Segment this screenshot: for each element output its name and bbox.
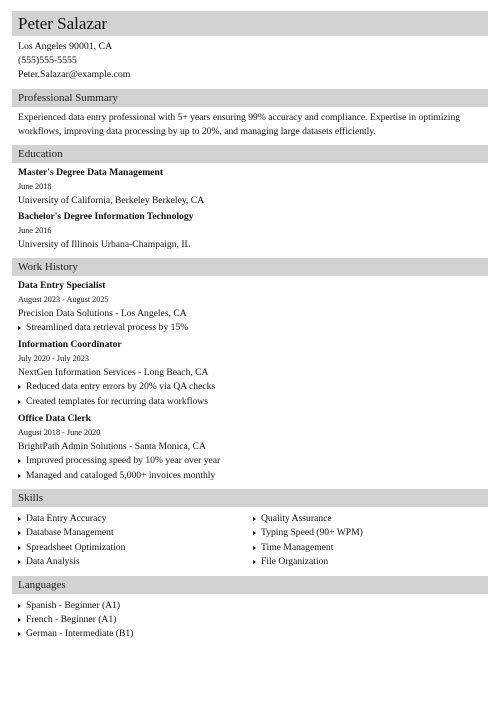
job-company: Precision Data Solutions - Los Angeles, CA	[18, 308, 187, 319]
education-section-header	[12, 145, 488, 163]
bullet-icon	[18, 531, 21, 535]
bullet-icon	[18, 474, 21, 478]
section-title: Work History	[18, 261, 78, 273]
skills-section-header	[12, 489, 488, 507]
job-entry	[18, 338, 488, 409]
bullet-icon	[18, 604, 21, 608]
job-dates: August 2018 - June 2020	[18, 428, 101, 438]
section-title: Languages	[18, 578, 66, 591]
degree: Master's Degree Data Management	[18, 167, 164, 178]
email: Peter.Salazar@example.com	[18, 69, 131, 80]
list-item: Data Analysis	[18, 555, 253, 569]
list-item: File Organization	[253, 555, 488, 569]
name-header	[12, 11, 488, 36]
education-list	[12, 166, 488, 252]
address: Los Angeles 90001, CA	[18, 41, 113, 52]
bullet-icon	[18, 632, 21, 636]
skills-column-right	[253, 512, 488, 570]
list-item: Spanish - Beginner (A1)	[18, 599, 488, 613]
list-item: Data Entry Accuracy	[18, 512, 253, 526]
job-role: Data Entry Specialist	[18, 280, 106, 291]
list-item: Improved processing speed by 10% year over year	[18, 454, 488, 468]
job-bullets	[18, 454, 488, 483]
list-item: Quality Assurance	[253, 512, 488, 526]
school: University of Illinois Urbana-Champaign, IL	[18, 239, 191, 250]
bullet-icon	[18, 560, 21, 564]
job-dates: July 2020 - July 2023	[18, 354, 89, 364]
school: University of California, Berkeley Berkeley, CA	[18, 195, 205, 206]
work-list	[12, 279, 488, 483]
list-item: Managed and cataloged 5,000+ invoices monthly	[18, 469, 488, 483]
work-section-header	[12, 258, 488, 276]
job-bullets	[18, 321, 488, 335]
candidate-name: Peter Salazar	[18, 13, 108, 33]
bullet-icon	[18, 326, 21, 330]
list-item: German - Intermediate (B1)	[18, 627, 488, 641]
job-company: BrightPath Admin Solutions - Santa Monica, CA	[18, 441, 206, 453]
summary-text: Experienced data entry professional with 5+ years ensuring 99% accuracy and compliance. Expertise in optimizing workflows, improving data processing by up to 20%, and managing large datasets efficiently.	[18, 112, 461, 137]
list-item: Time Management	[253, 541, 488, 555]
languages-section-header	[12, 576, 488, 594]
section-title: Education	[18, 148, 63, 160]
list-item: Typing Speed (90+ WPM)	[253, 526, 488, 540]
list-item: Streamlined data retrieval process by 15%	[18, 321, 488, 335]
bullet-icon	[253, 531, 256, 535]
job-bullets	[18, 380, 488, 409]
section-title: Professional Summary	[18, 92, 118, 104]
languages-list	[12, 599, 488, 642]
graduation-date: June 2016	[18, 226, 52, 235]
job-role: Office Data Clerk	[18, 413, 91, 425]
bullet-icon	[18, 618, 21, 622]
section-title: Skills	[18, 492, 44, 505]
job-entry	[18, 279, 488, 335]
education-item	[18, 210, 488, 252]
bullet-icon	[18, 385, 21, 389]
job-entry	[18, 412, 488, 483]
skills-list	[12, 512, 488, 570]
education-item	[18, 166, 488, 208]
graduation-date: June 2018	[18, 182, 52, 191]
summary-section-header	[12, 89, 488, 107]
list-item: Reduced data entry errors by 20% via QA checks	[18, 380, 488, 394]
bullet-icon	[253, 546, 256, 550]
bullet-icon	[253, 560, 256, 564]
skills-column-left	[18, 512, 253, 570]
bullet-icon	[253, 517, 256, 521]
phone: (555)555-5555	[18, 55, 77, 66]
bullet-icon	[18, 400, 21, 404]
bullet-icon	[18, 517, 21, 521]
list-item: Database Management	[18, 526, 253, 540]
list-item: Spreadsheet Optimization	[18, 541, 253, 555]
job-company: NextGen Information Services - Long Beach, CA	[18, 367, 209, 379]
contact-info	[12, 40, 488, 82]
list-item: Created templates for recurring data workflows	[18, 395, 488, 409]
list-item: French - Beginner (A1)	[18, 613, 488, 627]
job-role: Information Coordinator	[18, 339, 122, 351]
bullet-icon	[18, 459, 21, 463]
bullet-icon	[18, 546, 21, 550]
job-dates: August 2023 - August 2025	[18, 295, 109, 304]
degree: Bachelor's Degree Information Technology	[18, 211, 194, 222]
